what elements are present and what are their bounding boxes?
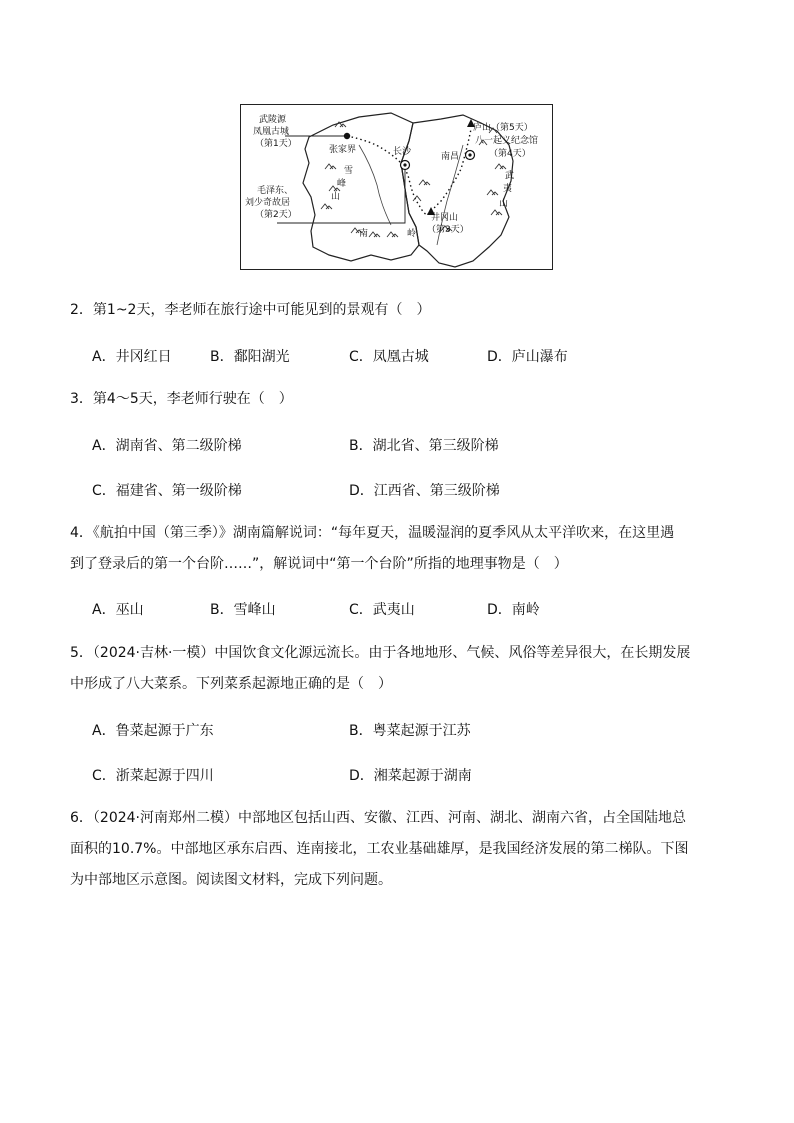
- question-4-stem: [70, 518, 730, 580]
- label-wu: 武: [505, 171, 515, 181]
- label-bayi: 八一起义纪念馆: [475, 136, 539, 146]
- question-3-stem: 3．第4～5天，李老师行驶在（ ）: [70, 391, 293, 407]
- route-map-drawing: [241, 105, 554, 271]
- q6-stem-line-3: 为中部地区示意图。阅读图文材料，完成下列问题。: [70, 872, 392, 888]
- label-day4: （第4天）: [489, 149, 531, 159]
- q5-stem-line-2: 中形成了八大菜系。下列菜系起源地正确的是（ ）: [70, 676, 392, 692]
- q5-option-d[interactable]: D．湘菜起源于湖南: [349, 768, 472, 784]
- q6-stem-line-2: 面积的10.7%。中部地区承东启西、连南接北，工农业基础雄厚，是我国经济发展的第二梯队。下图: [70, 841, 689, 857]
- label-xue: 雪: [344, 166, 354, 176]
- q4-option-c[interactable]: C．武夷山: [349, 602, 415, 618]
- q4-stem-line-2: 到了登录后的第一个台阶……”，解说词中“第一个台阶”所指的地理事物是（ ）: [70, 556, 568, 572]
- route-map: [240, 104, 553, 270]
- label-shan-xf: 山: [331, 192, 341, 202]
- label-nanling-ling: 岭: [407, 229, 417, 239]
- q4-option-a[interactable]: A．巫山: [92, 602, 144, 618]
- question-6-stem: [70, 803, 730, 896]
- q3-option-a[interactable]: A．湖南省、第二级阶梯: [92, 438, 242, 454]
- question-2-stem: 2．第1~2天，李老师在旅行途中可能见到的景观有（ ）: [70, 302, 431, 318]
- q2-option-b[interactable]: B．鄱阳湖光: [210, 349, 290, 365]
- q3-option-d[interactable]: D．江西省、第三级阶梯: [349, 483, 500, 499]
- label-day1: （第1天）: [255, 139, 297, 149]
- label-shan-wy: 山: [499, 199, 509, 209]
- q2-option-c[interactable]: C．凤凰古城: [349, 349, 429, 365]
- q3-option-b[interactable]: B．湖北省、第三级阶梯: [349, 438, 499, 454]
- label-lushan: 庐山（第5天）: [473, 123, 533, 133]
- q5-option-c[interactable]: C．浙菜起源于四川: [92, 768, 214, 784]
- xiang-river: [359, 145, 391, 225]
- q2-option-d[interactable]: D．庐山瀑布: [487, 349, 568, 365]
- q5-stem-line-1: 5．（2024·吉林·一模）中国饮食文化源远流长。由于各地地形、气候、风俗等差异很大，在长期发展: [70, 645, 691, 661]
- q4-option-b[interactable]: B．雪峰山: [210, 602, 276, 618]
- fenghuang-marker: [344, 133, 350, 139]
- label-day2: （第2天）: [255, 210, 297, 220]
- label-feng: 峰: [337, 179, 347, 189]
- q2-option-a[interactable]: A．井冈红日: [92, 349, 172, 365]
- label-changsha: 长沙: [393, 147, 412, 157]
- label-zhangjiajie: 张家界: [329, 145, 357, 155]
- q5-option-a[interactable]: A．鲁菜起源于广东: [92, 723, 214, 739]
- label-fenghuang: 凤凰古城: [253, 127, 290, 137]
- q6-stem-line-1: 6．（2024·河南郑州二模）中部地区包括山西、安徽、江西、河南、湖北、湖南六省，占全国陆地总: [70, 810, 686, 826]
- label-nanling-nan: 南: [359, 229, 369, 239]
- label-yi: 夷: [503, 184, 513, 194]
- label-day3: （第3天）: [427, 225, 469, 235]
- q5-option-b[interactable]: B．粤菜起源于江苏: [349, 723, 471, 739]
- q4-option-d[interactable]: D．南岭: [487, 602, 540, 618]
- label-wulingyuan: 武陵源: [259, 115, 287, 125]
- label-nanchang: 南昌: [441, 152, 460, 162]
- q4-stem-line-1: 4．《航拍中国（第三季）》湖南篇解说词：“每年夏天，温暖湿润的夏季风从太平洋吹来，在这里遇: [70, 525, 675, 541]
- label-maozedong: 毛泽东、: [257, 186, 294, 196]
- question-5-stem: [70, 638, 730, 700]
- q3-option-c[interactable]: C．福建省、第一级阶梯: [92, 483, 242, 499]
- label-jinggangshan: 井冈山: [431, 213, 459, 223]
- label-liushaoqi: 刘少奇故居: [245, 198, 291, 208]
